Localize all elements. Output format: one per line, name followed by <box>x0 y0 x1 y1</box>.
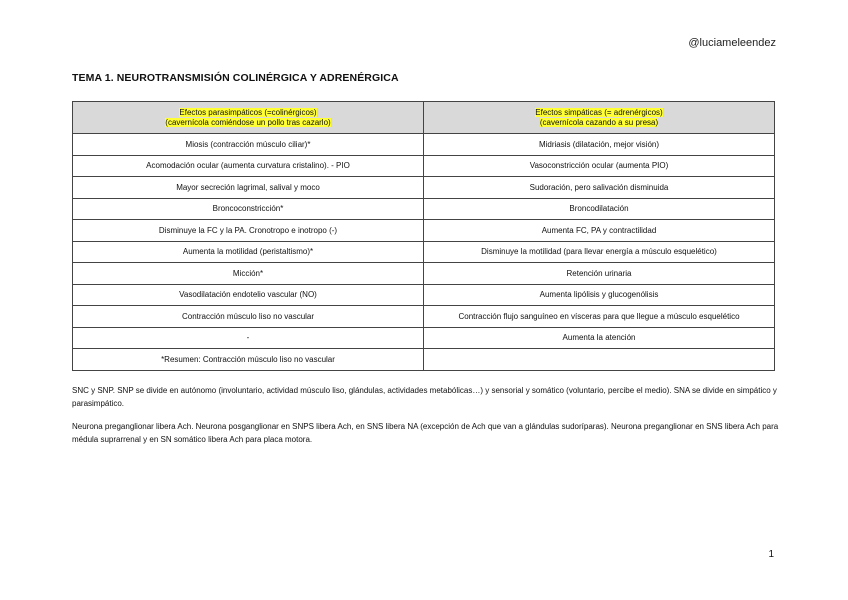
table-row <box>73 284 775 306</box>
author-handle: @luciameleendez <box>688 37 776 49</box>
page-number: 1 <box>768 549 774 560</box>
table-row <box>73 306 775 328</box>
sympathetic-cell: Aumenta la atención <box>424 327 775 349</box>
empty-cell <box>424 349 775 371</box>
table-row <box>73 241 775 263</box>
parasympathetic-cell: Mayor secreción lagrimal, salival y moco <box>73 177 424 199</box>
parasympathetic-cell: Micción* <box>73 263 424 285</box>
document-title: TEMA 1. NEUROTRANSMISIÓN COLINÉRGICA Y ADRENÉRGICA <box>72 72 399 84</box>
parasympathetic-cell: Disminuye la FC y la PA. Cronotropo e inotropo (-) <box>73 220 424 242</box>
sympathetic-cell: Contracción flujo sanguíneo en vísceras para que llegue a músculo esquelético <box>424 306 775 328</box>
parasympathetic-cell: Broncoconstricción* <box>73 198 424 220</box>
sympathetic-cell: Broncodilatación <box>424 198 775 220</box>
header-subline: (cavernícola comiéndose un pollo tras cazarlo) <box>165 117 331 127</box>
sympathetic-cell: Vasoconstricción ocular (aumenta PIO) <box>424 155 775 177</box>
header-line: Efectos simpáticas (= adrenérgicos) <box>535 107 663 117</box>
effects-table <box>72 101 775 371</box>
table-row <box>73 327 775 349</box>
table-row <box>73 134 775 156</box>
parasympathetic-cell: - <box>73 327 424 349</box>
table-row <box>73 349 775 371</box>
table-row <box>73 177 775 199</box>
table-row <box>73 263 775 285</box>
table-row <box>73 198 775 220</box>
sympathetic-cell: Aumenta FC, PA y contractilidad <box>424 220 775 242</box>
table-row <box>73 220 775 242</box>
parasympathetic-cell: Vasodilatación endotelio vascular (NO) <box>73 284 424 306</box>
sympathetic-cell: Sudoración, pero salivación disminuida <box>424 177 775 199</box>
parasympathetic-cell: Acomodación ocular (aumenta curvatura cristalino). - PIO <box>73 155 424 177</box>
parasympathetic-cell: Miosis (contracción músculo ciliar)* <box>73 134 424 156</box>
parasympathetic-header <box>73 102 424 134</box>
sympathetic-cell: Disminuye la motilidad (para llevar energía a músculo esquelético) <box>424 241 775 263</box>
table-header-row <box>73 102 775 134</box>
paragraph-neurons: Neurona preganglionar libera Ach. Neurona posganglionar en SNPS libera Ach, en SNS libera NA (excepción de Ach que van a glándulas sudoríparas). Neurona preganglionar en SNS libera Ach para médula suprarrenal y en SN somático libera Ach para placa motora. <box>72 422 779 444</box>
paragraph-nervous-system: SNC y SNP. SNP se divide en autónomo (involuntario, actividad músculo liso, glándulas, actividades metabólicas…) y sensorial y somático (voluntario, percibe el medio). SNA se divide en simpático y parasimpático. <box>72 386 777 408</box>
sympathetic-cell: Midriasis (dilatación, mejor visión) <box>424 134 775 156</box>
sympathetic-cell: Aumenta lipólisis y glucogenólisis <box>424 284 775 306</box>
sympathetic-cell: Retención urinaria <box>424 263 775 285</box>
header-line: Efectos parasimpáticos (=colinérgicos) <box>179 107 317 117</box>
parasympathetic-cell: Aumenta la motilidad (peristaltismo)* <box>73 241 424 263</box>
table-row <box>73 155 775 177</box>
header-subline: (cavernícola cazando a su presa) <box>539 117 659 127</box>
parasympathetic-cell: Contracción músculo liso no vascular <box>73 306 424 328</box>
summary-cell: *Resumen: Contracción músculo liso no vascular <box>73 349 424 371</box>
sympathetic-header <box>424 102 775 134</box>
